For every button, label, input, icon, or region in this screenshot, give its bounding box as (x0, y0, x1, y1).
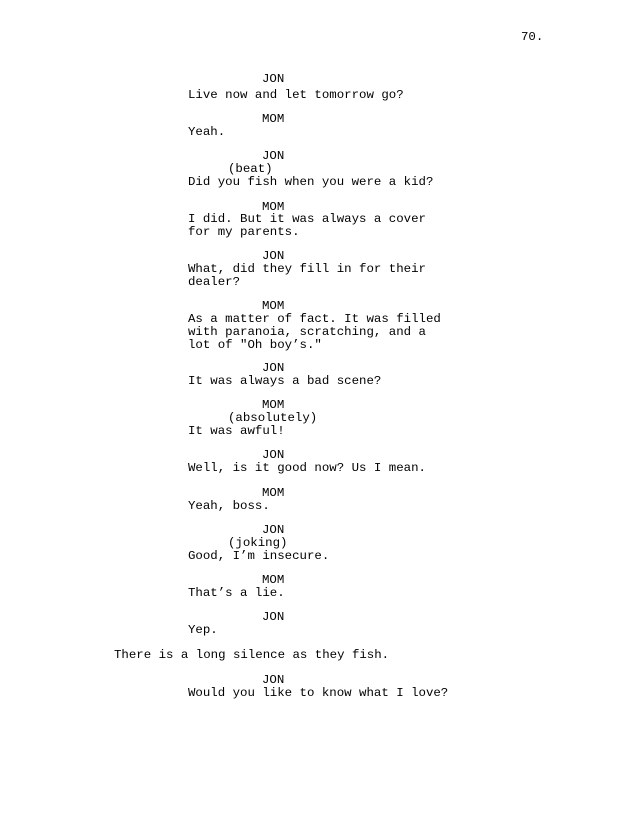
dialogue-line: As a matter of fact. It was filled (188, 312, 441, 326)
parenthetical: (joking) (228, 536, 288, 550)
dialogue-line: Good, I’m insecure. (188, 549, 330, 563)
page-number: 70. (521, 30, 544, 44)
dialogue-line: dealer? (188, 275, 241, 289)
dialogue-line: lot of "Oh boy’s." (188, 338, 322, 352)
character-cue: JON (262, 673, 285, 687)
character-cue: MOM (262, 200, 285, 214)
character-cue: JON (262, 149, 285, 163)
character-cue: MOM (262, 112, 285, 126)
character-cue: MOM (262, 573, 285, 587)
character-cue: JON (262, 361, 285, 375)
dialogue-line: What, did they fill in for their (188, 262, 426, 276)
dialogue-line: for my parents. (188, 225, 300, 239)
dialogue-line: Did you fish when you were a kid? (188, 175, 434, 189)
character-cue: JON (262, 523, 285, 537)
dialogue-line: Yep. (188, 623, 218, 637)
dialogue-line: Well, is it good now? Us I mean. (188, 461, 426, 475)
dialogue-line: Yeah, boss. (188, 499, 270, 513)
character-cue: JON (262, 249, 285, 263)
dialogue-line: That’s a lie. (188, 586, 285, 600)
dialogue-line: I did. But it was always a cover (188, 212, 426, 226)
dialogue-line: Live now and let tomorrow go? (188, 88, 404, 102)
character-cue: MOM (262, 299, 285, 313)
dialogue-line: It was awful! (188, 424, 285, 438)
character-cue: JON (262, 610, 285, 624)
dialogue-line: Would you like to know what I love? (188, 686, 449, 700)
dialogue-line: It was always a bad scene? (188, 374, 382, 388)
character-cue: MOM (262, 398, 285, 412)
dialogue-line: with paranoia, scratching, and a (188, 325, 426, 339)
parenthetical: (beat) (228, 162, 273, 176)
character-cue: JON (262, 72, 285, 86)
dialogue-line: Yeah. (188, 125, 226, 139)
parenthetical: (absolutely) (228, 411, 318, 425)
character-cue: JON (262, 448, 285, 462)
action-line: There is a long silence as they fish. (114, 648, 390, 662)
character-cue: MOM (262, 486, 285, 500)
